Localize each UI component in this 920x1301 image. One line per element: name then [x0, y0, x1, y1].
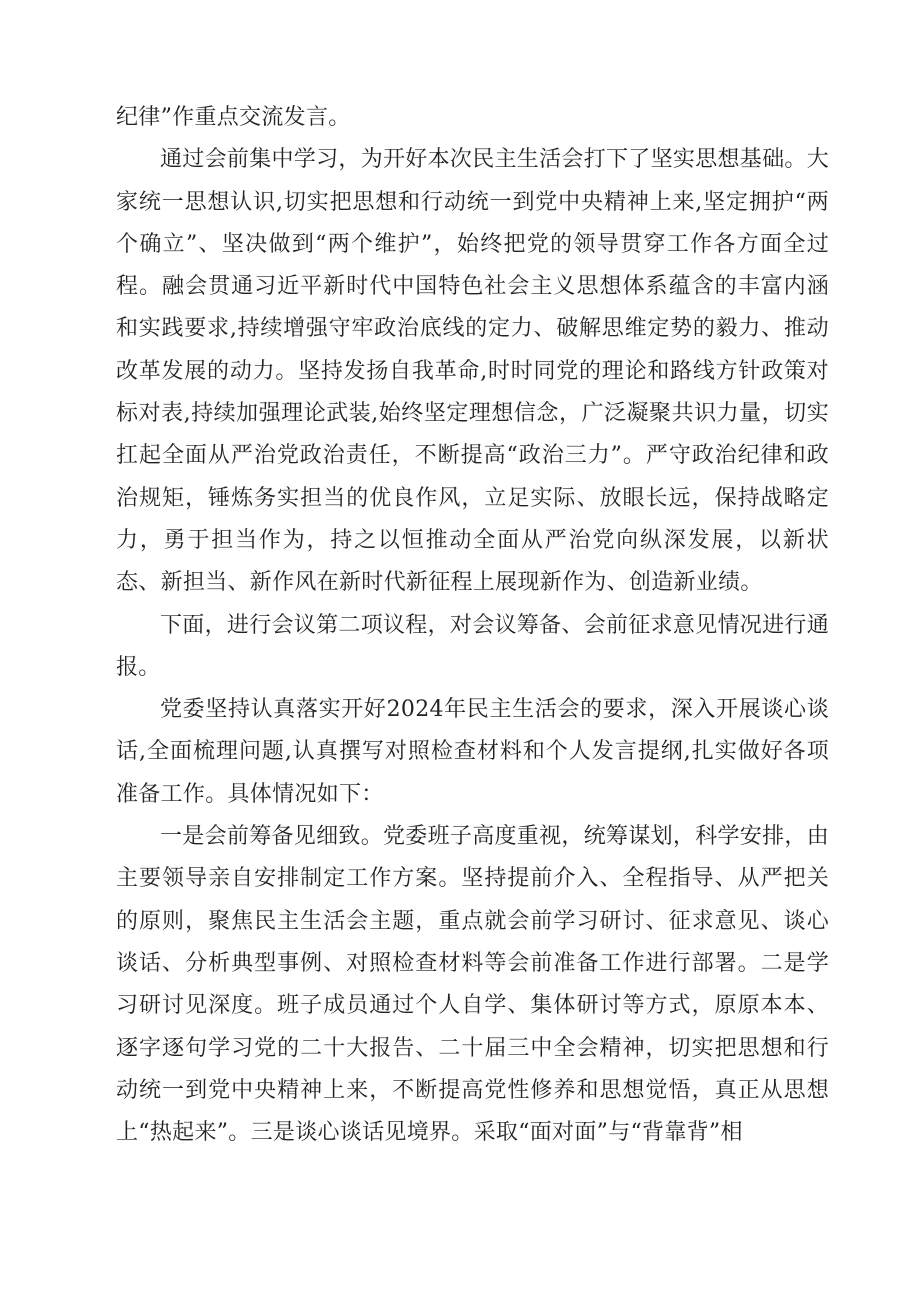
document-body: [116, 97, 829, 1154]
paragraph-continuation: 纪律”作重点交流发言。: [116, 105, 351, 130]
paragraph-preparation-intro: 党委坚持认真落实开好2024年民主生活会的要求，深入开展谈心谈话,全面梳理问题,认真撰写对照检查材料和个人发言提纲,扎实做好各项准备工作。具体情况如下：: [116, 697, 829, 807]
paragraph-preparation-details: 一是会前筹备见细致。党委班子高度重视，统筹谋划，科学安排，由主要领导亲自安排制定工作方案。坚持提前介入、全程指导、从严把关的原则，聚焦民主生活会主题，重点就会前学习研讨、征求意见、谈心谈话、分析典型事例、对照检查材料等会前准备工作进行部署。二是学习研讨见深度。班子成员通过个人自学、集体研讨等方式，原原本本、逐字逐句学习党的二十大报告、二十届三中全会精神，切实把思想和行动统一到党中央精神上来，不断提高党性修养和思想觉悟，真正从思想上“热起来”。三是谈心谈话见境界。采取“面对面”与“背靠背”相: [116, 824, 830, 1146]
paragraph-agenda-item: 下面，进行会议第二项议程，对会议筹备、会前征求意见情况进行通报。: [116, 612, 830, 680]
paragraph-study-summary: 通过会前集中学习，为开好本次民主生活会打下了坚实思想基础。大家统一思想认识,切实把思想和行动统一到党中央精神上来,坚定拥护“两个确立”、坚决做到“两个维护”，始终把党的领导贯穿工作各方面全过程。融会贯通习近平新时代中国特色社会主义思想体系蕴含的丰富内涵和实践要求,持续增强守牢政治底线的定力、破解思维定势的毅力、推动改革发展的动力。坚持发扬自我革命,时时同党的理论和路线方针政策对标对表,持续加强理论武装,始终坚定理想信念，广泛凝聚共识力量，切实扛起全面从严治党政治责任，不断提高“政治三力”。严守政治纪律和政治规矩，锤炼务实担当的优良作风，立足实际、放眼长远，保持战略定力，勇于担当作为，持之以恒推动全面从严治党向纵深发展，以新状态、新担当、新作风在新时代新征程上展现新作为、创造新业绩。: [116, 147, 830, 596]
